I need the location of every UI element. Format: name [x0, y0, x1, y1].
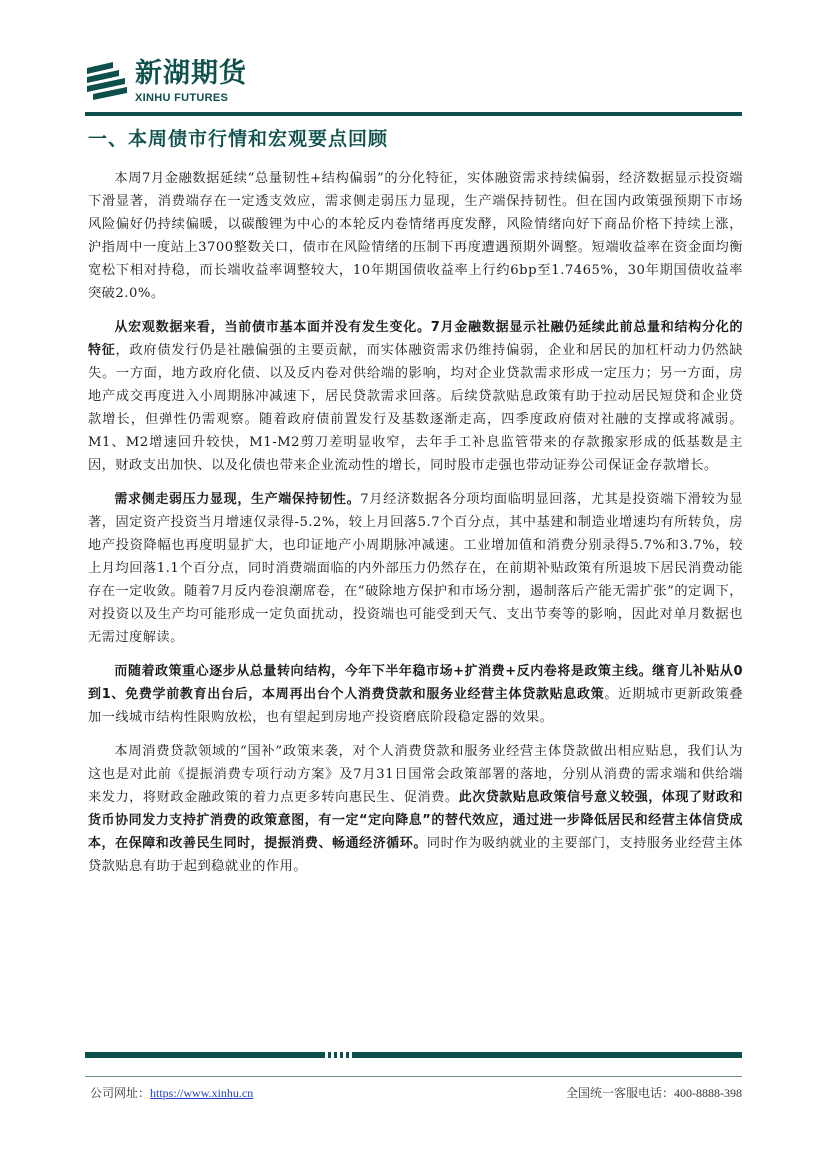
- hotline-label: 全国统一客服电话：: [565, 1086, 674, 1100]
- hotline-number: 400-8888-398: [674, 1086, 742, 1100]
- header-divider: [85, 112, 742, 116]
- body-text: ，政府债发行仍是社融偏强的主要贡献，而实体融资需求仍维持偏弱，企业和居民的加杠杆动力仍然缺失。一方面，地方政府化债、以及反内卷对供给端的影响，均对企业贷款需求形成一定压力；另一方面，房地产成交再度进入小周期脉冲减速下，居民贷款需求回落。后续贷款贴息政策有助于拉动居民短贷和企业贷款增长，但弹性仍需观察。随着政府债前置发行及基数逐渐走高，四季度政府债对社融的支撑或将减弱。M1、M2增速回升较快，M1-M2剪刀差明显收窄，去年手工补息监管带来的存款搬家形成的低基数是主因，财政支出加快、以及化债也带来企业流动性的增长，同时股市走强也带动证券公司保证金存款增长。: [88, 343, 743, 473]
- body-text: 本周消费贷款领域的“国补”政策来袭，对个人消费贷款和服务业经营主体贷款做出相应贴息，我们认为这也是对此前《提振消费专项行动方案》及7月31日国常会政策部署的落地，分别从消费的需求端和供给端来发力，将财政金融政策的着力点更多转向惠民生、促消费。: [88, 744, 743, 805]
- section-title: 一、本周债市行情和宏观要点回顾: [88, 128, 389, 150]
- footer-hotline: [566, 1084, 742, 1101]
- brand-name-cn: 新湖期货: [135, 58, 247, 89]
- paragraph: [88, 660, 743, 729]
- body-text: 同时作为吸纳就业的主要部门，支持服务业经营主体贷款贴息有助于起到稳就业的作用。: [88, 836, 743, 874]
- paragraph: [88, 740, 743, 878]
- website-link[interactable]: https://www.xinhu.cn: [150, 1086, 254, 1100]
- brand-name-en: XINHU FUTURES: [135, 92, 229, 104]
- xinhu-logo-icon: [85, 60, 129, 104]
- footer-rule: [85, 1076, 742, 1077]
- paragraph: [88, 488, 743, 649]
- website-label: 公司网址：: [90, 1086, 151, 1100]
- report-body: [88, 167, 743, 889]
- body-text: 本周7月金融数据延续“总量韧性+结构偏弱”的分化特征，实体融资需求持续偏弱，经济数据显示投资端下滑显著，消费端存在一定透支效应，需求侧走弱压力显现，生产端保持韧性。但在国内政策强预期下市场风险偏好仍持续偏暖，以碳酸锂为中心的本轮反内卷情绪再度发酵，风险情绪向好下商品价格下持续上涨，沪指周中一度站上3700整数关口，债市在风险情绪的压制下再度遭遇预期外调整。短端收益率在资金面均衡宽松下相对持稳，而长端收益率调整较大，10年期国债收益率上行约6bp至1.7465%，30年期国债收益率突破2.0%。: [88, 171, 743, 301]
- paragraph: [88, 167, 743, 305]
- body-text: 。近期城市更新政策叠加一线城市结构性限购放松，也有望起到房地产投资磨底阶段稳定器的效果。: [88, 687, 744, 725]
- bold-text: 此次贷款贴息政策信号意义较强，体现了财政和货币协同发力支持扩消费的政策意图，有一定“定向降息”的替代效应，通过进一步降低居民和经营主体信贷成本，在保障和改善民生同时，提振消费、畅通经济循环。: [88, 790, 743, 851]
- paragraph: [88, 316, 743, 477]
- body-text: 7月经济数据各分项均面临明显回落，尤其是投资端下滑较为显著，固定资产投资当月增速仅录得-5.2%，较上月回落5.7个百分点，其中基建和制造业增速均有所转负，房地产投资降幅也再度明显扩大，也印证地产小周期脉冲减速。工业增加值和消费分别录得5.7%和3.7%，较上月均回落1.1个百分点，同时消费端面临的内外部压力仍然存在，在前期补贴政策有所退坡下居民消费动能存在一定收敛。随着7月反内卷浪潮席卷，在“破除地方保护和市场分割，遏制落后产能无需扩张”的定调下，对投资以及生产均可能形成一定负面扰动，投资端也可能受到天气、支出节奏等的影响，因此对单月数据也无需过度解读。: [88, 492, 743, 645]
- bold-text: 从宏观数据来看，当前债市基本面并没有发生变化。7月金融数据显示社融仍延续此前总量和结构分化的特征: [88, 320, 743, 358]
- company-logo: [85, 60, 265, 110]
- bold-text: 需求侧走弱压力显现，生产端保持韧性。: [114, 492, 361, 507]
- bold-text: 而随着政策重心逐步从总量转向结构，今年下半年稳市场+扩消费+反内卷将是政策主线。继育儿补贴从0到1、免费学前教育出台后，本周再出台个人消费贷款和服务业经营主体贷款贴息政策: [88, 664, 743, 702]
- footer-divider: [85, 1052, 742, 1058]
- footer-website: [90, 1084, 253, 1101]
